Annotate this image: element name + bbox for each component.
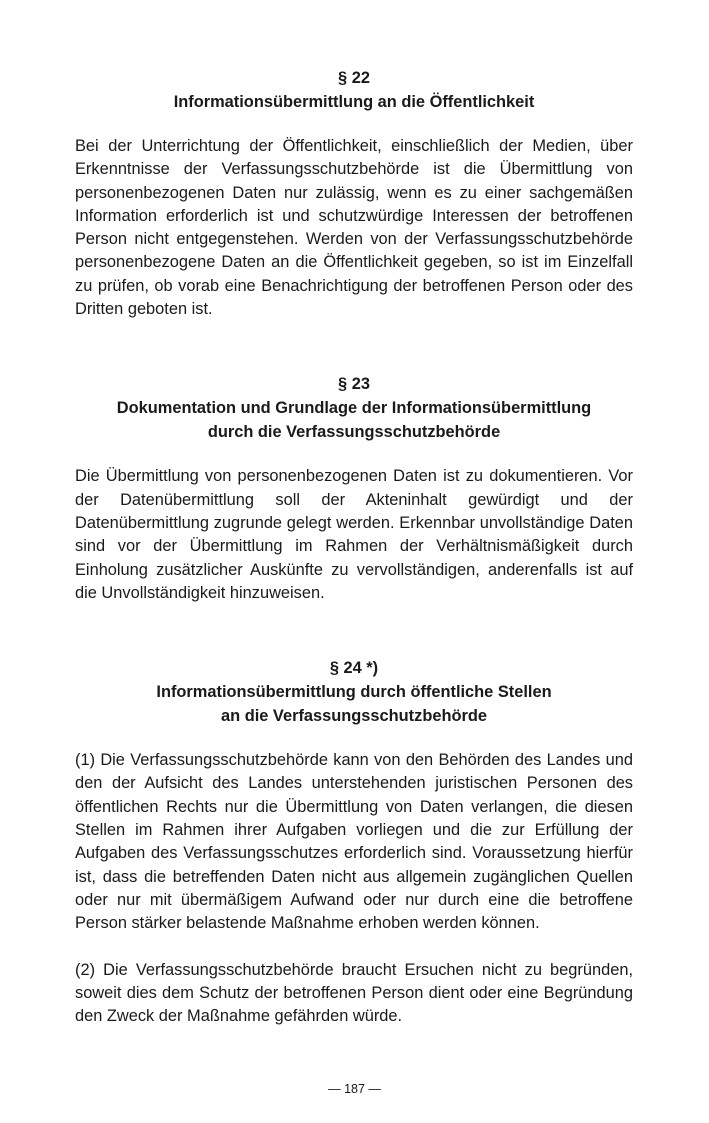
- paragraph: Bei der Unterrichtung der Öffentlichkeit, einschließlich der Medien, über Erkenntnisse der Verfassungsschutzbehörde ist die Übermittlung von personenbezogenen Daten nur zulässig, wenn es zu einer sachgemäßen Information erforderlich ist und schutzwürdige Interessen der betroffenen Person nicht entgegenstehen. Werden von der Verfassungsschutzbehörde personenbezogene Daten an die Öffentlichkeit gegeben, so ist im Einzelfall zu prüfen, ob vorab eine Benachrichtigung der betroffenen Person oder des Dritten geboten ist.: [75, 137, 633, 319]
- section-23: [75, 372, 633, 605]
- page-number: — 187 —: [328, 1082, 381, 1096]
- paragraph: Die Übermittlung von personenbezogenen Daten ist zu dokumentieren. Vor der Datenübermittlung soll der Akteninhalt gewürdigt und der Datenübermittlung zugrunde gelegt werden. Erkennbar unvollständige Daten sind vor der Übermittlung im Rahmen der Verhältnismäßigkeit durch Einholung zusätzlicher Auskünfte zu vervollständigen, anderenfalls ist auf die Unvollständigkeit hinzuweisen.: [75, 467, 633, 602]
- section-heading: [75, 656, 633, 728]
- paragraph-2: (2) Die Verfassungsschutzbehörde braucht Ersuchen nicht zu begründen, soweit dies dem Schutz der betroffenen Person dient oder eine Begründung den Zweck der Maßnahme gefährden würde.: [75, 960, 633, 1026]
- section-title-line-2: an die Verfassungsschutzbehörde: [221, 707, 487, 726]
- section-number: § 22: [338, 69, 370, 87]
- section-title-line-2: durch die Verfassungsschutzbehörde: [207, 423, 501, 442]
- section-22: [75, 66, 633, 321]
- section-title-line-1: Dokumentation und Grundlage der Informationsübermittlung: [116, 399, 592, 418]
- section-heading: [75, 66, 633, 114]
- section-number: § 23: [338, 375, 370, 394]
- section-title: Informationsübermittlung an die Öffentlichkeit: [173, 93, 535, 111]
- document-page: [75, 66, 633, 1028]
- section-number: § 24 *): [329, 659, 379, 678]
- section-heading: [75, 372, 633, 444]
- paragraph-1: (1) Die Verfassungsschutzbehörde kann von den Behörden des Landes und den der Aufsicht des Landes unterstehenden juristischen Personen des öffentlichen Rechts nur die Übermittlung von Daten verlangen, die diesen Stellen im Rahmen ihrer Aufgaben vorliegen und die zur Erfüllung der Aufgaben des Verfassungsschutzes erforderlich sind. Voraussetzung hierfür ist, dass die betreffenden Daten nicht aus allgemein zugänglichen Quellen oder nur mit übermäßigem Aufwand oder nur durch eine die betroffene Person stärker belastende Maßnahme erhoben werden können.: [75, 751, 633, 933]
- section-title-line-1: Informationsübermittlung durch öffentliche Stellen: [156, 683, 552, 702]
- section-24: [75, 656, 633, 1028]
